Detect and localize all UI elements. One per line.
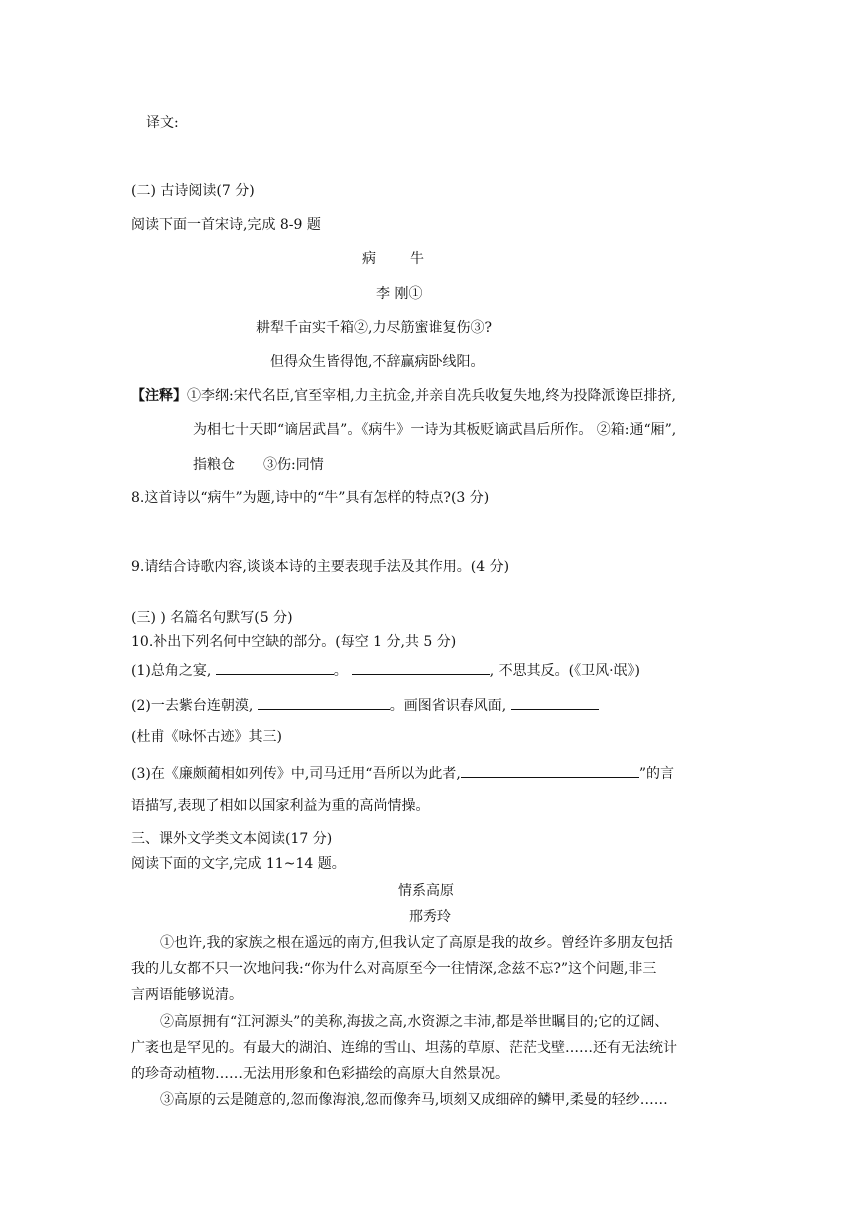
- item2-source: (杜甫《咏怀古迹》其三): [131, 729, 282, 745]
- note-label: 【注释】: [131, 388, 187, 404]
- answer-blank[interactable]: [216, 660, 334, 675]
- item1-prefix: (1)总角之宴,: [131, 663, 212, 679]
- poem-line-1: 耕犁千亩实千箱②,力尽筋蜜谁复伤③?: [256, 320, 492, 336]
- question-8: 8.这首诗以“病牛”为题,诗中的“牛”具有怎样的特点?(3 分): [131, 490, 490, 506]
- translation-label: 译文:: [146, 115, 179, 131]
- item3-continuation: 语描写,表现了相如以国家利益为重的高尚情操。: [131, 798, 430, 814]
- answer-blank[interactable]: [258, 695, 390, 710]
- item3-prefix: (3)在《廉颇蔺相如列传》中,司马迁用“吾所以为此者,: [131, 766, 461, 782]
- paragraph-1-line-2: 我的儿女都不只一次地问我:“你为什么对高原至今一往情深,念兹不忘?”这个问题,非三: [131, 961, 657, 977]
- poem-title: 病 牛: [362, 251, 426, 267]
- note-line-3: 指粮仓 ③伤:同情: [193, 457, 324, 473]
- article-author: 邢秀玲: [409, 909, 451, 925]
- paragraph-2-line-2: 广袤也是罕见的。有最大的湖泊、连绵的雪山、坦荡的草原、茫茫戈壁……还有无法统计: [131, 1040, 677, 1056]
- answer-blank[interactable]: [511, 695, 599, 710]
- note-text-1: ①李纲:宋代名臣,官至宰相,力主抗金,并亲自冼兵收复失地,终为投降派谗臣排挤,: [187, 388, 676, 404]
- part3-instruction: 阅读下面的文字,完成 11~14 题。: [131, 856, 346, 872]
- paragraph-1-line-1: ①也许,我的家族之根在遥远的南方,但我认定了高原是我的故乡。曾经许多朋友包括: [160, 935, 673, 951]
- section3-heading: (三) ) 名篇名句默写(5 分): [131, 610, 293, 626]
- question-9: 9.请结合诗歌内容,谈谈本诗的主要表现手法及其作用。(4 分): [131, 559, 510, 575]
- note-line-2: 为相七十天即“谪居武昌”。《病牛》一诗为其板贬谪武昌后所作。 ②箱:通“厢”,: [193, 422, 677, 438]
- poem-author: 李 刚①: [376, 286, 423, 302]
- paragraph-3-line-1: ③高原的云是随意的,忽而像海浪,忽而像奔马,顷刻又成细碎的鳞甲,柔曼的轻纱……: [160, 1092, 668, 1108]
- paragraph-2-line-3: 的珍奇动植物……无法用形象和色彩描绘的高原大自然景况。: [131, 1066, 509, 1082]
- section2-heading: (二) 古诗阅读(7 分): [131, 183, 255, 199]
- item1-suffix: , 不思其反。(《卫风·氓》): [489, 663, 641, 679]
- item2-mid: 。画图省识春风面,: [389, 698, 507, 714]
- paragraph-1-line-3: 言两语能够说清。: [131, 987, 243, 1003]
- note-line-1: [131, 387, 676, 405]
- answer-blank[interactable]: [352, 660, 490, 675]
- section2-instruction: 阅读下面一首宋诗,完成 8-9 题: [131, 217, 321, 233]
- recitation-item-1: [131, 660, 640, 680]
- item1-mid: 。: [333, 663, 348, 679]
- question-10: 10.补出下列名何中空缺的部分。(每空 1 分,共 5 分): [131, 634, 457, 650]
- answer-blank[interactable]: [461, 763, 639, 778]
- article-title: 情系高原: [398, 883, 454, 899]
- item2-prefix: (2)一去紫台连朝漠,: [131, 698, 254, 714]
- paragraph-2-line-1: ②高原拥有“江河源头”的美称,海拔之高,水资源之丰沛,都是举世瞩目的;它的辽阔、: [160, 1014, 669, 1030]
- recitation-item-2: [131, 695, 599, 715]
- poem-line-2: 但得众生皆得饱,不辞赢病卧线阳。: [270, 354, 485, 370]
- item3-suffix: ”的言: [638, 766, 675, 782]
- part3-heading: 三、课外文学类文本阅读(17 分): [131, 831, 333, 847]
- recitation-item-3: [131, 763, 674, 783]
